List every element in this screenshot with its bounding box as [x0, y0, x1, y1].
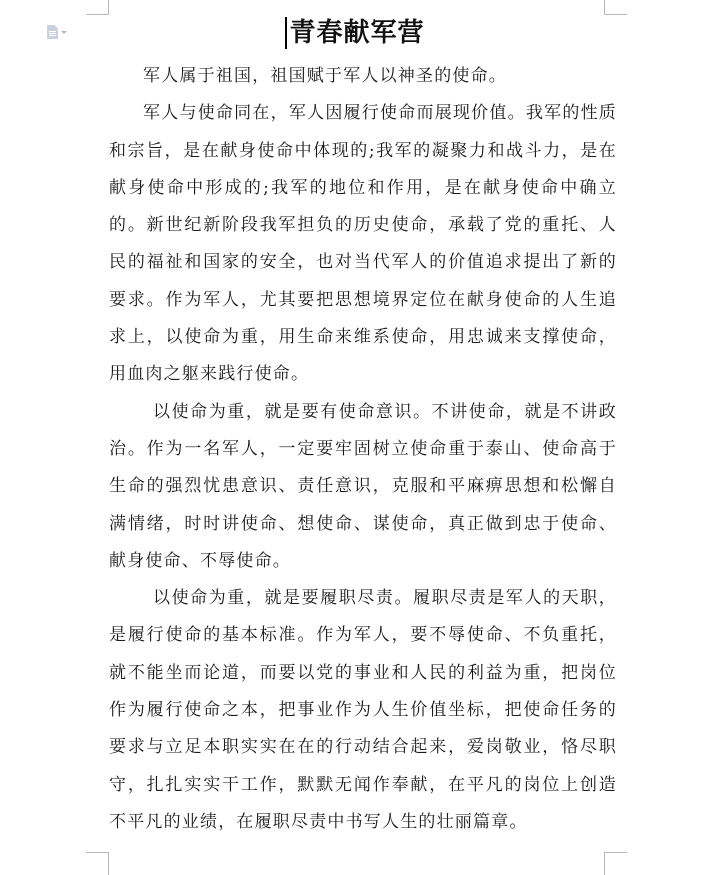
paragraph-4: 以使命为重，就是要履职尽责。履职尽责是军人的天职，是履行使命的基本标准。作为军人，要不辱使命、不负重托，就不能坐而论道，而要以党的事业和人民的利益为重，把岗位作为履行使命之本，把事业作为人生价值坐标，把使命任务的要求与立足本职实实在在的行动结合起来，爱岗敬业，恪尽职守，扎扎实实干工作，默默无闻作奉献，在平凡的岗位上创造不平凡的业绩，在履职尽责中书写人生的壮丽篇章。 — [109, 588, 617, 832]
paragraph-3: 以使命为重，就是要有使命意识。不讲使命，就是不讲政治。作为一名军人，一定要牢固树立使命重于泰山、使命高于生命的强烈忧患意识、责任意识，克服和平麻痹思想和松懈自满情绪，时时讲使命、想使命、谋使命，真正做到忠于使命、献身使命、不辱使命。 — [109, 401, 617, 571]
corner-mark-top-right — [604, 0, 627, 15]
title-row — [0, 14, 710, 52]
corner-mark-top-left — [86, 0, 109, 15]
text-cursor — [285, 17, 287, 49]
paragraph-2: 军人与使命同在，军人因履行使命而展现价值。我军的性质和宗旨，是在献身使命中体现的;我军的凝聚力和战斗力，是在献身使命中形成的;我军的地位和作用，是在献身使命中确立的。新世纪新阶段我军担负的历史使命，承载了党的重托、人民的福祉和国家的安全，也对当代军人的价值追求提出了新的要求。作为军人，尤其要把思想境界定位在献身使命的人生追求上，以使命为重，用生命来维系使命，用忠诚来支撑使命，用血肉之躯来践行使命。 — [109, 103, 617, 385]
corner-mark-bottom-right — [604, 852, 627, 875]
document-title-text[interactable] — [285, 14, 424, 52]
paragraph-1: 军人属于祖国，祖国赋于军人以神圣的使命。 — [143, 66, 507, 86]
document-title: 青春献军营 — [289, 18, 425, 48]
document-body[interactable] — [109, 58, 617, 841]
corner-mark-bottom-left — [86, 852, 109, 875]
